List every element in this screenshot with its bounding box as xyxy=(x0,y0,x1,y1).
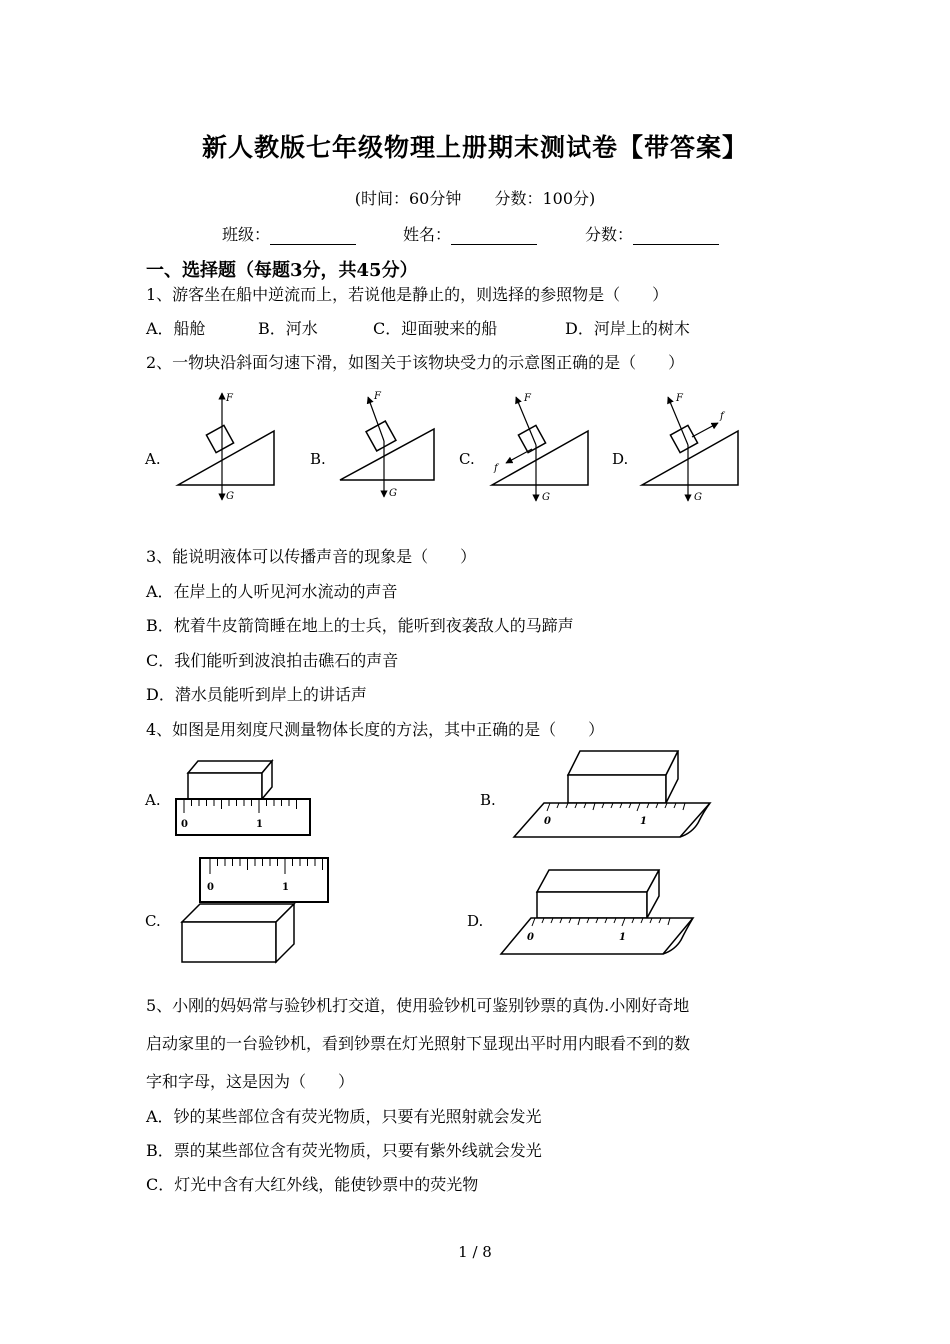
block xyxy=(366,421,396,451)
label-f: f xyxy=(494,463,498,474)
name-field xyxy=(403,222,537,245)
block-top xyxy=(537,870,659,892)
friction-arrow xyxy=(506,449,532,463)
q2-diagram-d xyxy=(638,385,748,505)
q2-label-a: A. xyxy=(145,450,161,468)
q3-option-a: A．在岸上的人听见河水流动的声音 xyxy=(146,582,398,601)
tick-label-0: 0 xyxy=(181,819,188,830)
q4-diagram-a xyxy=(172,755,317,840)
label-F: F xyxy=(226,393,233,404)
q4-diagram-c xyxy=(176,852,336,967)
block-top xyxy=(182,904,294,922)
label-F: F xyxy=(374,391,381,402)
q4-label-b: B. xyxy=(480,791,496,809)
q3-option-d: D．潜水员能听到岸上的讲话声 xyxy=(146,685,367,704)
q5-stem-line1: 5、小刚的妈妈常与验钞机打交道，使用验钞机可鉴别钞票的真伪.小刚好奇地 xyxy=(146,996,690,1015)
label-G: G xyxy=(389,488,397,499)
q2-stem: 2、一物块沿斜面匀速下滑，如图关于该物块受力的示意图正确的是（ ） xyxy=(146,353,685,372)
q3-stem: 3、能说明液体可以传播声音的现象是（ ） xyxy=(146,547,477,566)
exam-time: (时间：60分钟 xyxy=(354,189,462,208)
q4-label-c: C. xyxy=(145,912,161,930)
q3-option-b: B．枕着牛皮箭筒睡在地上的士兵，能听到夜袭敌人的马蹄声 xyxy=(146,616,574,635)
q5-option-b: B．票的某些部位含有荧光物质，只要有紫外线就会发光 xyxy=(146,1141,542,1160)
tick-label-0: 0 xyxy=(207,882,214,893)
block xyxy=(670,425,697,452)
q5-stem-line2: 启动家里的一台验钞机，看到钞票在灯光照射下显现出平时用内眼看不到的数 xyxy=(146,1034,691,1053)
class-field xyxy=(222,222,356,245)
q3-option-c: C．我们能听到波浪拍击礁石的声音 xyxy=(146,651,399,670)
label-G: G xyxy=(226,491,234,502)
score-blank[interactable] xyxy=(633,228,719,245)
q4-diagram-d xyxy=(497,866,697,961)
tick-label-1: 1 xyxy=(256,819,263,830)
q2-label-d: D. xyxy=(612,450,629,468)
q2-diagram-a xyxy=(170,385,280,505)
class-label: 班级： xyxy=(222,225,271,244)
q1-option-d: D．河岸上的树木 xyxy=(565,319,690,338)
page-title: 新人教版七年级物理上册期末测试卷【带答案】 xyxy=(201,133,748,162)
q5-stem-line3: 字和字母，这是因为（ ） xyxy=(146,1072,355,1091)
q1-stem: 1、游客坐在船中逆流而上，若说他是静止的，则选择的参照物是（ ） xyxy=(146,285,669,304)
tick-label-1: 1 xyxy=(282,882,289,893)
block-front xyxy=(182,922,276,962)
block-top xyxy=(568,751,678,775)
q2-label-c: C. xyxy=(459,450,475,468)
name-label: 姓名： xyxy=(403,225,452,244)
q2-label-b: B. xyxy=(310,450,326,468)
q5-option-a: A．钞的某些部位含有荧光物质，只要有光照射就会发光 xyxy=(146,1107,542,1126)
score-field xyxy=(585,222,719,245)
exam-total-score: 分数：100分) xyxy=(494,189,596,208)
tick-label-1: 1 xyxy=(619,932,626,943)
q4-label-d: D. xyxy=(467,912,484,930)
exam-meta xyxy=(0,186,950,209)
label-G: G xyxy=(542,492,550,503)
q4-stem: 4、如图是用刻度尺测量物体长度的方法，其中正确的是（ ） xyxy=(146,720,605,739)
q4-diagram-b xyxy=(510,745,715,845)
block-front xyxy=(188,773,262,799)
tick-label-0: 0 xyxy=(544,816,551,827)
tick-label-0: 0 xyxy=(527,932,534,943)
label-F: F xyxy=(524,393,531,404)
label-F: F xyxy=(676,393,683,404)
name-blank[interactable] xyxy=(451,228,537,245)
ruler xyxy=(200,858,328,902)
q1-option-a: A．船舱 xyxy=(146,319,206,338)
block-top xyxy=(188,761,272,773)
section-heading: 一、选择题（每题3分，共45分） xyxy=(146,260,418,281)
tick-label-1: 1 xyxy=(640,816,647,827)
q1-option-b: B．河水 xyxy=(258,319,318,338)
block-front xyxy=(568,775,666,803)
ruler xyxy=(176,799,310,835)
label-f: f xyxy=(720,411,724,422)
block-front xyxy=(537,892,647,918)
class-blank[interactable] xyxy=(270,228,356,245)
friction-arrow xyxy=(692,423,718,437)
q1-option-c: C．迎面驶来的船 xyxy=(373,319,498,338)
q2-diagram-b xyxy=(334,385,444,505)
score-label: 分数： xyxy=(585,225,634,244)
label-G: G xyxy=(694,492,702,503)
q4-label-a: A. xyxy=(145,791,161,809)
block xyxy=(518,425,545,452)
q5-option-c: C．灯光中含有大红外线，能使钞票中的荧光物 xyxy=(146,1175,479,1194)
page-number: 1 / 8 xyxy=(458,1243,492,1261)
q2-diagram-c xyxy=(486,385,596,505)
block xyxy=(206,425,233,452)
